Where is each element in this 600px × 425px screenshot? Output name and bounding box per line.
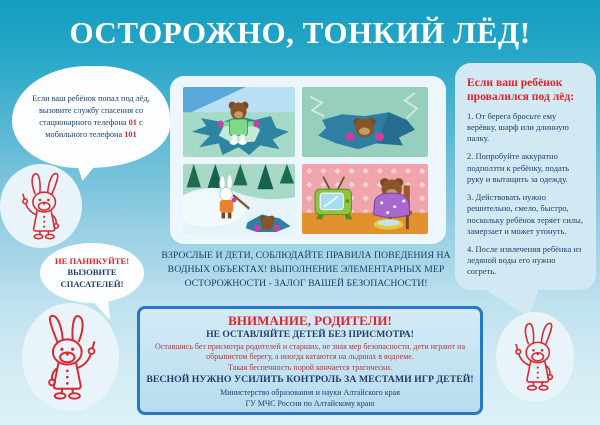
call-rescue-text [12, 93, 170, 141]
warning-title: ВНИМАНИЕ, РОДИТЕЛИ! [228, 313, 392, 328]
panel-rabbit-rescue-illustration [183, 164, 295, 234]
parents-warning-box [137, 306, 483, 415]
rabbit-mascot-circle-1 [0, 164, 82, 248]
warning-subtitle: НЕ ОСТАВЛЯЙТЕ ДЕТЕЙ БЕЗ ПРИСМОТРА! [206, 329, 414, 341]
dont-panic-line2: ВЫЗОВИТЕ СПАСАТЕЛЕЙ! [60, 267, 124, 289]
rabbit-mascot-icon [35, 312, 107, 403]
call-rescue-bubble [12, 66, 170, 168]
safety-message: ВЗРОСЛЫЕ И ДЕТИ, СОБЛЮДАЙТЕ ПРАВИЛА ПОВЕДЕНИЯ НА ВОДНЫХ ОБЪЕКТАХ! ВЫПОЛНЕНИЕ ЭЛЕМЕНТАРНЫХ МЕР ОСТОРОЖНОСТИ - ЗАЛОГ ВАШЕЙ БЕЗОПАСНОСТИ! [161, 250, 451, 289]
dont-panic-line1: НЕ ПАНИКУЙТЕ! [54, 256, 130, 267]
panel-bear-on-thin-ice-illustration [183, 87, 295, 157]
panel-bear-warming-at-home-illustration [302, 164, 428, 234]
poster-title: ОСТОРОЖНО, ТОНКИЙ ЛЁД! [69, 15, 531, 50]
rescue-step-2: 2. Попробуйте аккуратно подползти к ребёнку, подать руку и вытащить за одежду. [467, 151, 570, 184]
dont-panic-text [40, 256, 144, 290]
phone-number-landline: 01 [128, 118, 137, 127]
warning-body-text2: Такая беспечность порой кончается трагически. [228, 362, 392, 372]
warning-body-text1: Оставшись без присмотра родителей и старших, не зная мер безопасности, дети играют на обрывистом берегу, а иногда катаются на льдинах в водоеме. [154, 341, 466, 362]
call-bubble-tail [74, 155, 104, 181]
warning-body [140, 342, 480, 373]
rescue-step-3: 3. Действовать нужно решительно, смело, быстро, поскольку ребёнок теряет силы, замерзает и может утонуть. [467, 192, 583, 236]
warning-org2: ГУ МЧС России по Алтайскому краю [245, 398, 375, 408]
rabbit-mascot-circle-2 [22, 303, 119, 411]
dont-panic-bubble [40, 243, 144, 303]
rescue-steps-bubble [455, 63, 596, 290]
warning-org [140, 388, 480, 409]
rescue-steps-heading: Если ваш ребёнок провалился под лёд: [467, 76, 575, 103]
rabbit-mascot-icon [11, 171, 72, 242]
cartoon-panels-container [170, 76, 446, 244]
rabbit-mascot-circle-3 [496, 312, 574, 402]
panel-bear-in-ice-hole-illustration [302, 87, 428, 157]
rescue-step-4: 4. После извлечения ребёнка из ледяной воды его нужно согреть. [467, 244, 582, 277]
warning-org1: Министерство образования и науки Алтайского края [220, 388, 400, 398]
rescue-step-1: 1. От берега бросьте ему верёвку, шарф или длинную палку. [467, 110, 569, 144]
warning-callout: ВЕСНОЙ НУЖНО УСИЛИТЬ КОНТРОЛЬ ЗА МЕСТАМИ ИГР ДЕТЕЙ! [146, 373, 474, 385]
phone-number-mobile: 101 [124, 130, 137, 140]
call-rescue-text-part2: с мобильного телефона [45, 118, 143, 140]
rabbit-mascot-icon [506, 319, 564, 395]
call-rescue-text-part1: Если ваш ребёнок попал под лёд, вызовите службу спасения со стационарного телефона [32, 93, 150, 127]
